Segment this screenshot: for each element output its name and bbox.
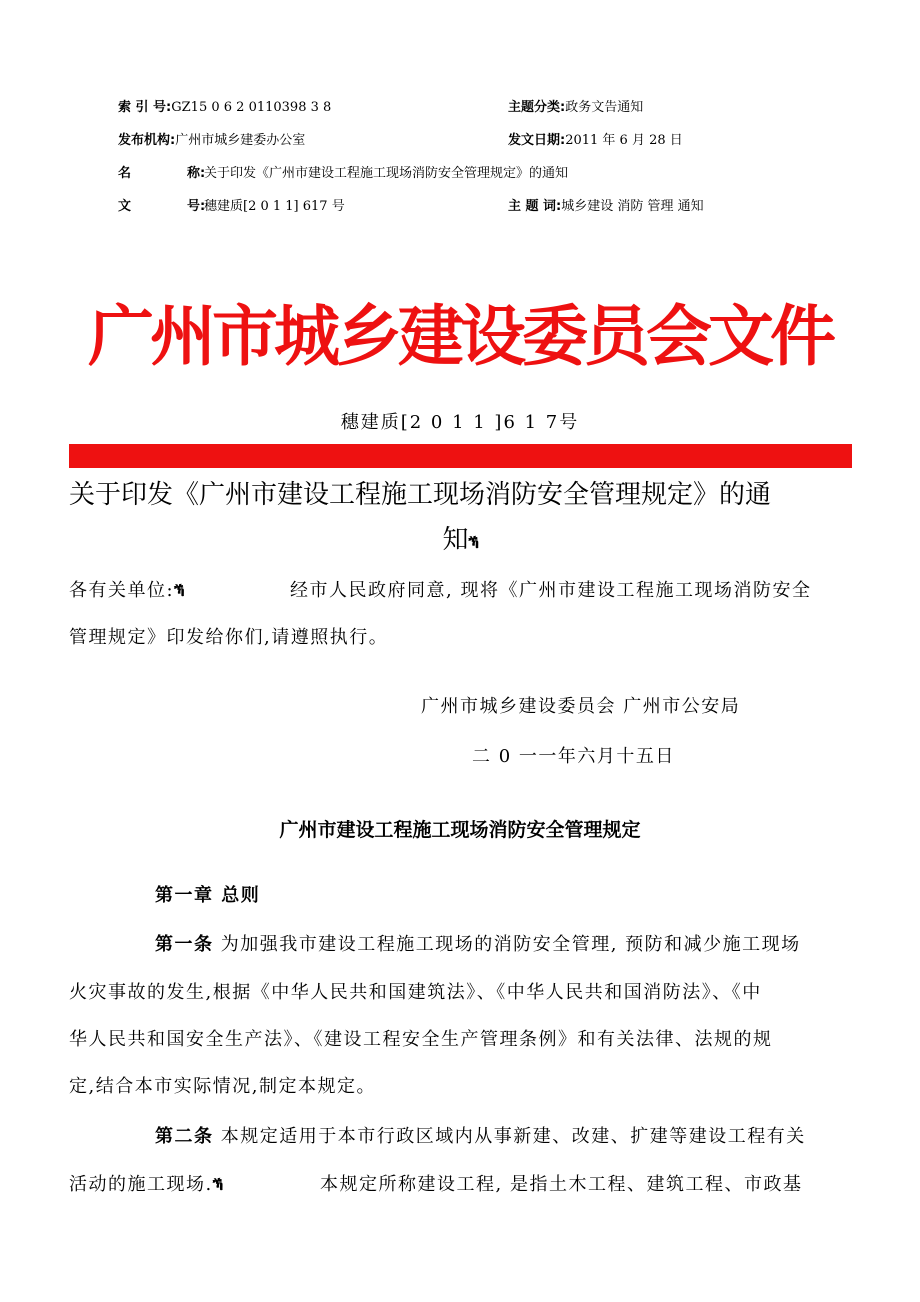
notice-title-line2-text: 知: [442, 525, 469, 555]
paragraph-mark-icon: ⷓ: [174, 584, 186, 600]
article2-label: 第二条: [155, 1126, 214, 1147]
chapter-heading: 第一章 总则: [155, 885, 261, 906]
letterhead-doc-number: 穗建质[2 0 1 1 ]6 1 7号: [340, 412, 580, 433]
article1-line1-text: 为加强我市建设工程施工现场的消防安全管理, 预防和减少施工现场: [213, 934, 801, 955]
index-number-value: GZ15 0 6 2 0110398 3 8: [171, 100, 332, 115]
notice-addressee-line: [69, 580, 186, 603]
notice-sign-date: 二 0 一一年六月十五日: [472, 746, 675, 767]
notice-signers: 广州市城乡建设委员会 广州市公安局: [421, 696, 741, 717]
category-row: [508, 100, 643, 116]
article1-line1: [155, 934, 801, 956]
article2-line2: [69, 1174, 224, 1197]
red-divider-bar: [69, 444, 852, 468]
index-number-label: 索 引 号:: [118, 100, 172, 115]
article2-line1-text: 本规定适用于本市行政区域内从事新建、改建、扩建等建设工程有关: [213, 1126, 806, 1147]
name-label-first: 名: [118, 166, 132, 181]
issuer-label: 发布机构:: [118, 133, 176, 148]
keywords-row: [508, 199, 704, 215]
paragraph-mark-icon: ⷓ: [212, 1178, 225, 1194]
issuer-value: 广州市城乡建委办公室: [175, 133, 306, 148]
keywords-label: 主 题 词:: [508, 199, 562, 214]
article2-line2b: 本规定所称建设工程, 是指土木工程、建筑工程、市政基: [320, 1174, 803, 1195]
article1-line2: 火灾事故的发生,根据《中华人民共和国建筑法》、《中华人民共和国消防法》、《中: [69, 982, 762, 1003]
article2-line1: [155, 1126, 806, 1148]
doc-number-row: [118, 199, 345, 215]
doc-number-value: 穗建质[2 0 1 1] 617 号: [204, 199, 345, 214]
doc-number-label-second: 号:: [187, 199, 206, 214]
article1-line3: 华人民共和国安全生产法》、《建设工程安全生产管理条例》和有关法律、法规的规: [69, 1029, 773, 1050]
regulation-title: 广州市建设工程施工现场消防安全管理规定: [279, 819, 641, 841]
article2-line2-text: 活动的施工现场.: [69, 1174, 213, 1195]
name-value: 关于印发《广州市建设工程施工现场消防安全管理规定》的通知: [204, 166, 569, 181]
doc-number-label-first: 文: [118, 199, 132, 214]
notice-body-line2: 管理规定》印发给你们,请遵照执行。: [69, 627, 389, 648]
notice-title-line2: [69, 525, 852, 559]
name-label-second: 称:: [187, 166, 206, 181]
category-label: 主题分类:: [508, 100, 566, 115]
notice-addressee: 各有关单位:: [69, 580, 175, 601]
letterhead-title: 广州市城乡建设委员会文件: [88, 298, 832, 375]
issue-date-label: 发文日期:: [508, 133, 566, 148]
index-number-row: [118, 100, 331, 116]
category-value: 政务文告通知: [565, 100, 644, 115]
article1-label: 第一条: [155, 934, 214, 955]
name-row: [118, 166, 569, 182]
issuer-row: [118, 133, 305, 149]
article1-line4: 定,结合本市实际情况,制定本规定。: [69, 1076, 376, 1097]
notice-body-line1: 经市人民政府同意, 现将《广州市建设工程施工现场消防安全: [290, 580, 812, 601]
keywords-value: 城乡建设 消防 管理 通知: [561, 199, 704, 214]
paragraph-mark-icon: ⷓ: [468, 536, 479, 552]
issue-date-value: 2011 年 6 月 28 日: [565, 133, 683, 148]
notice-title-line1: 关于印发《广州市建设工程施工现场消防安全管理规定》的通: [69, 480, 772, 510]
issue-date-row: [508, 133, 683, 149]
